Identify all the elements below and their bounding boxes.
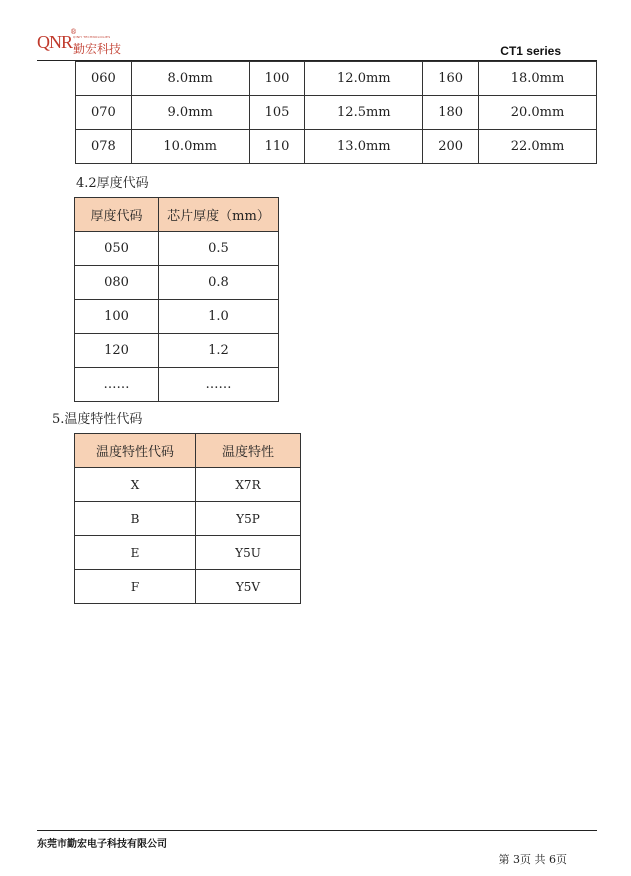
temperature-row [75, 570, 301, 604]
table-cell: 180 [423, 96, 479, 130]
table-cell: X7R [196, 468, 301, 502]
size-row [76, 62, 597, 96]
table-cell: …… [159, 368, 279, 402]
table-cell: …… [75, 368, 159, 402]
thickness-code-table [74, 197, 279, 402]
thickness-header-value: 芯片厚度（mm） [159, 198, 279, 232]
company-name: 东莞市勤宏电子科技有限公司 [37, 839, 167, 850]
temperature-row [75, 536, 301, 570]
size-row [76, 96, 597, 130]
footer-divider [37, 830, 597, 831]
logo-text: QNR [37, 32, 73, 52]
table-cell: 12.0mm [305, 62, 423, 96]
table-cell: 22.0mm [479, 130, 597, 164]
table-cell: E [75, 536, 196, 570]
temperature-code-table [74, 433, 301, 604]
table-cell: 10.0mm [131, 130, 249, 164]
table-cell: 9.0mm [131, 96, 249, 130]
table-cell: 200 [423, 130, 479, 164]
thickness-row [75, 334, 279, 368]
table-cell: 050 [75, 232, 159, 266]
table-cell: 160 [423, 62, 479, 96]
table-cell: 060 [76, 62, 132, 96]
thickness-heading: 4.2厚度代码 [76, 176, 149, 191]
thickness-row [75, 266, 279, 300]
table-cell: Y5U [196, 536, 301, 570]
table-cell: 8.0mm [131, 62, 249, 96]
table-cell: 12.5mm [305, 96, 423, 130]
table-cell: 120 [75, 334, 159, 368]
table-cell: Y5P [196, 502, 301, 536]
table-cell: 105 [249, 96, 305, 130]
registered-mark: ® [70, 28, 77, 36]
logo-subtext: QINH TECHNOLOGIES [73, 35, 111, 39]
table-cell: B [75, 502, 196, 536]
thickness-row [75, 232, 279, 266]
temperature-header-value: 温度特性 [196, 434, 301, 468]
table-cell: 100 [249, 62, 305, 96]
logo-chinese-name: 勤宏科技 [73, 42, 122, 56]
table-cell: 0.8 [159, 266, 279, 300]
thickness-header-code: 厚度代码 [75, 198, 159, 232]
page-number: 第 3页 共 6页 [498, 853, 567, 866]
table-cell: 1.0 [159, 300, 279, 334]
size-code-table [75, 61, 597, 164]
table-cell: 1.2 [159, 334, 279, 368]
thickness-row [75, 368, 279, 402]
temperature-header-code: 温度特性代码 [75, 434, 196, 468]
table-cell: 070 [76, 96, 132, 130]
table-cell: 080 [75, 266, 159, 300]
table-cell: 0.5 [159, 232, 279, 266]
thickness-row [75, 300, 279, 334]
table-cell: F [75, 570, 196, 604]
table-cell: 100 [75, 300, 159, 334]
company-logo [37, 30, 157, 58]
table-cell: X [75, 468, 196, 502]
temperature-row [75, 502, 301, 536]
table-cell: 18.0mm [479, 62, 597, 96]
temperature-heading: 5.温度特性代码 [52, 412, 143, 427]
temperature-row [75, 468, 301, 502]
table-cell: 20.0mm [479, 96, 597, 130]
table-cell: Y5V [196, 570, 301, 604]
table-cell: 078 [76, 130, 132, 164]
table-cell: 13.0mm [305, 130, 423, 164]
size-row [76, 130, 597, 164]
series-title: CT1 series [500, 44, 561, 58]
table-cell: 110 [249, 130, 305, 164]
